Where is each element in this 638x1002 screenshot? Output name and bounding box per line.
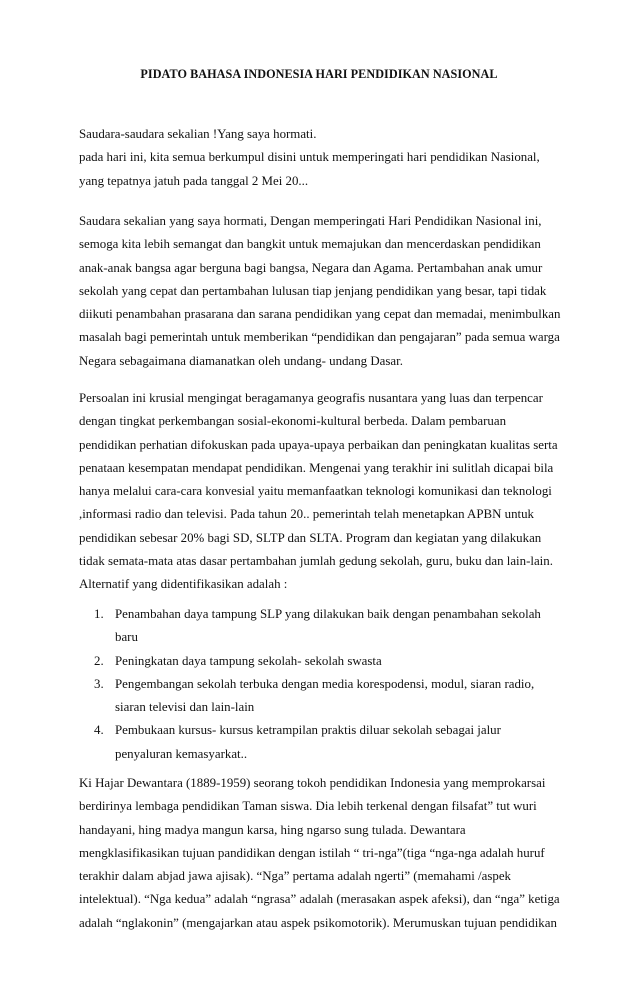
- text-line: handayani, hing madya mangun karsa, hing ngarso sung tulada. Dewantara: [79, 822, 466, 837]
- paragraph-opening: [79, 210, 569, 373]
- text-line: ,informasi radio dan televisi. Pada tahun 20.. pemerintah telah menetapkan APBN untuk: [79, 507, 535, 522]
- text-line: berdirinya lembaga pendidikan Taman siswa. Dia lebih terkenal dengan filsafat” tut wuri: [79, 799, 537, 814]
- list-item-number: 2.: [94, 653, 104, 668]
- list-item-line: Pengembangan sekolah terbuka dengan media korespodensi, modul, siaran radio,: [115, 676, 535, 691]
- list-item-line: Peningkatan daya tampung sekolah- sekolah swasta: [115, 653, 382, 668]
- list-item-number: 3.: [94, 676, 104, 691]
- text-line: Saudara sekalian yang saya hormati, Dengan memperingati Hari Pendidikan Nasional ini,: [79, 214, 542, 228]
- text-line: sekolah yang cepat dan pertambahan lulusan tiap jenjang pendidikan yang besar, tapi tidak: [79, 283, 547, 298]
- list-item: [79, 650, 569, 673]
- list-item-line: siaran televisi dan lain-lain: [115, 700, 255, 715]
- paragraph-dewantara: [79, 772, 569, 935]
- text-line: terakhir dalam abjad jawa ajisak). “Nga” pertama adalah ngerti” (memahami /aspek: [79, 869, 511, 884]
- paragraph-greeting: [79, 123, 569, 193]
- text-line: masalah bagi pemerintah untuk memberikan “pendidikan dan pengajaran” pada semua warga: [79, 330, 560, 345]
- list-item: [79, 673, 569, 720]
- text-line: tidak semata-mata atas dasar pertambahan jumlah gedung sekolah, guru, buku dan lain-lain.: [79, 554, 553, 569]
- text-line: intelektual). “Nga kedua” adalah “ngrasa” adalah (merasakan aspek afeksi), dan “nga” ketiga: [79, 892, 560, 907]
- text-line: anak-anak bangsa agar berguna bagi bangsa, Negara dan Agama. Pertambahan anak umur: [79, 260, 543, 275]
- text-line: penataan kesempatan mendapat pendidikan. Mengenai yang terakhir ini sulitlah dicapai bila: [79, 460, 554, 475]
- list-item-number: 1.: [94, 607, 104, 621]
- list-item: [79, 603, 569, 650]
- text-line: dengan tingkat perkembangan sosial-ekonomi-kultural berbeda. Dalam pembaruan: [79, 414, 507, 429]
- list-item-line: Pembukaan kursus- kursus ketrampilan praktis diluar sekolah sebagai jalur: [115, 723, 501, 738]
- text-line: adalah “nglakonin” (mengajarkan atau aspek psikomotorik). Merumuskan tujuan pendidikan: [79, 915, 557, 930]
- text-line: mengklasifikasikan tujuan pandidikan dengan istilah “ tri-nga”(tiga “nga-nga adalah huruf: [79, 845, 545, 860]
- list-item-line: penyaluran kemasyarkat..: [115, 746, 248, 761]
- text-line: pendidikan perhatian difokuskan pada upaya-upaya perbaikan dan peningkatan kualitas serta: [79, 437, 558, 452]
- text-line: Ki Hajar Dewantara (1889-1959) seorang tokoh pendidikan Indonesia yang memprokarsai: [79, 776, 546, 790]
- text-line: Alternatif yang didentifikasikan adalah :: [79, 577, 288, 592]
- text-line: Saudara-saudara sekalian !Yang saya hormati.: [79, 127, 317, 141]
- text-line: yang tepatnya jatuh pada tanggal 2 Mei 20...: [79, 173, 309, 188]
- text-line: Negara sebagaimana diamanatkan oleh undang- undang Dasar.: [79, 353, 403, 368]
- text-line: Persoalan ini krusial mengingat beragamanya geografis nusantara yang luas dan terpencar: [79, 391, 543, 405]
- list-item: [79, 719, 569, 766]
- list-item-line: Penambahan daya tampung SLP yang dilakukan baik dengan penambahan sekolah: [115, 607, 541, 621]
- text-line: pendidikan sebesar 20% bagi SD, SLTP dan SLTA. Program dan kegiatan yang dilakukan: [79, 530, 542, 545]
- document-title: PIDATO BAHASA INDONESIA HARI PENDIDIKAN NASIONAL: [140, 67, 498, 81]
- numbered-list: [79, 603, 569, 766]
- text-line: pada hari ini, kita semua berkumpul disini untuk memperingati hari pendidikan Nasional,: [79, 150, 540, 165]
- text-line: diikuti penambahan prasarana dan sarana pendidikan yang cepat dan memadai, menimbulkan: [79, 307, 561, 322]
- list-item-number: 4.: [94, 723, 104, 738]
- text-line: hanya melalui cara-cara konvesial yaitu memanfaatkan teknologi komunikasi dan teknologi: [79, 484, 552, 499]
- text-line: semoga kita lebih semangat dan bangkit untuk memajukan dan mencerdaskan pendidikan: [79, 237, 541, 252]
- list-item-line: baru: [115, 630, 138, 645]
- paragraph-issues: [79, 387, 569, 597]
